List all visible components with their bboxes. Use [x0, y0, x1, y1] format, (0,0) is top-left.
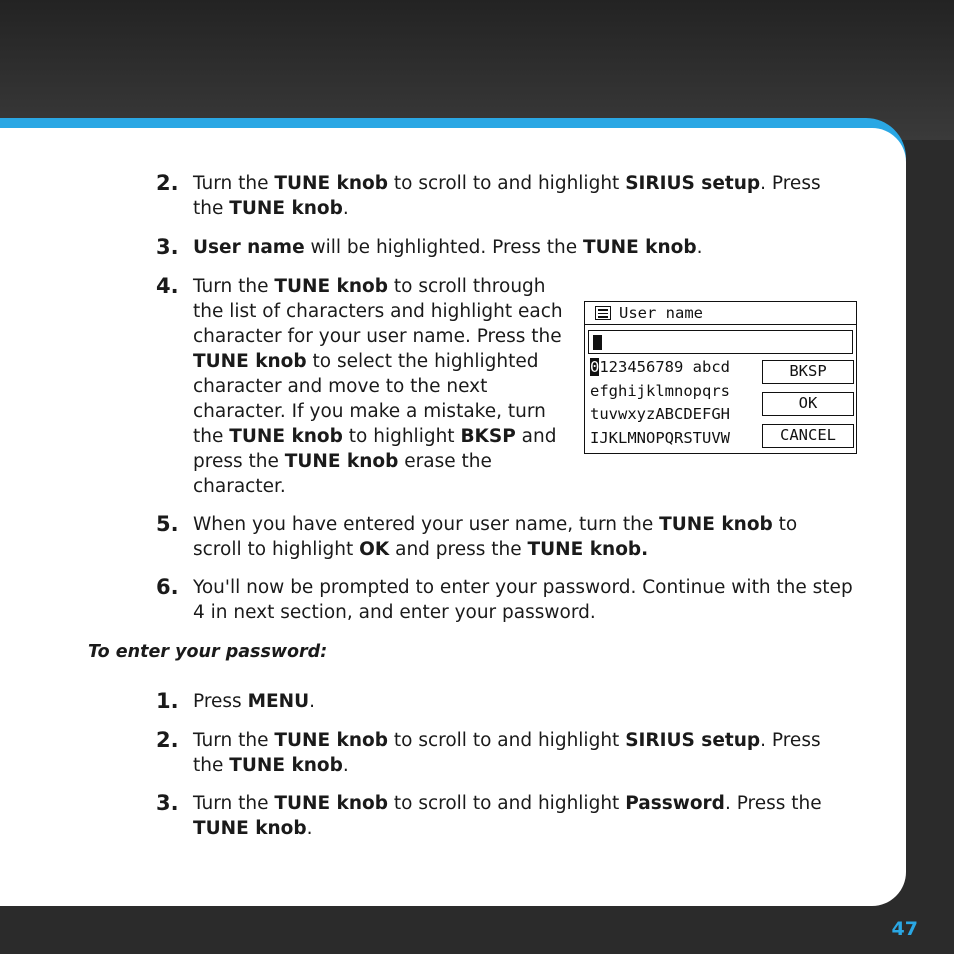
screen-title: User name	[619, 304, 703, 322]
step-text: Turn the TUNE knob to scroll through the list of characters and highlight each character for your user name. Press the TUNE knob to select the highlighted character and move to the next character. If you make a mistake, turn the TUNE knob to highlight BKSP and press the TUNE knob erase the character.	[193, 276, 563, 497]
step-number: 5.	[156, 512, 179, 536]
username-entry-field[interactable]	[588, 330, 853, 354]
ok-button[interactable]: OK	[762, 392, 854, 416]
step-text: Turn the TUNE knob to scroll to and highlight SIRIUS setup. Press the TUNE knob.	[193, 173, 821, 219]
character-list[interactable]	[590, 356, 730, 450]
page-number: 47	[891, 918, 918, 940]
step-3-top	[156, 235, 856, 260]
cancel-button[interactable]: CANCEL	[762, 424, 854, 448]
char-row: IJKLMNOPQRSTUVW	[590, 428, 730, 447]
step-2-top	[156, 171, 856, 221]
step-number: 1.	[156, 689, 179, 713]
step-number: 3.	[156, 235, 179, 259]
step-number: 6.	[156, 575, 179, 599]
step-number: 2.	[156, 171, 179, 195]
step-text: User name will be highlighted. Press the TUNE knob.	[193, 237, 703, 258]
step-number: 3.	[156, 791, 179, 815]
step-4-top	[156, 274, 576, 499]
text-cursor	[593, 335, 602, 350]
step-6-top	[156, 575, 856, 625]
step-text: Turn the TUNE knob to scroll to and highlight Password. Press the TUNE knob.	[193, 793, 822, 839]
step-text: You'll now be prompted to enter your password. Continue with the step 4 in next section, and enter your password.	[193, 577, 853, 623]
step-text: When you have entered your user name, turn the TUNE knob to scroll to highlight OK and press the TUNE knob.	[193, 514, 798, 560]
screen-title-bar	[585, 302, 856, 325]
step-number: 2.	[156, 728, 179, 752]
bksp-button[interactable]: BKSP	[762, 360, 854, 384]
char-row: 0123456789 abcd	[590, 358, 730, 376]
step-2-bottom	[156, 728, 856, 778]
highlighted-char[interactable]: 0	[590, 358, 600, 376]
section-heading: To enter your password:	[88, 642, 328, 662]
step-number: 4.	[156, 274, 179, 298]
step-text: Turn the TUNE knob to scroll to and highlight SIRIUS setup. Press the TUNE knob.	[193, 730, 821, 776]
step-1-bottom	[156, 689, 856, 714]
char-row: efghijklmnopqrs	[590, 381, 730, 400]
step-3-bottom	[156, 791, 856, 841]
list-icon	[595, 306, 611, 320]
char-row: tuvwxyzABCDEFGH	[590, 405, 730, 423]
step-5-top	[156, 512, 846, 562]
device-screen	[584, 301, 857, 454]
step-text: Press MENU.	[193, 691, 316, 712]
